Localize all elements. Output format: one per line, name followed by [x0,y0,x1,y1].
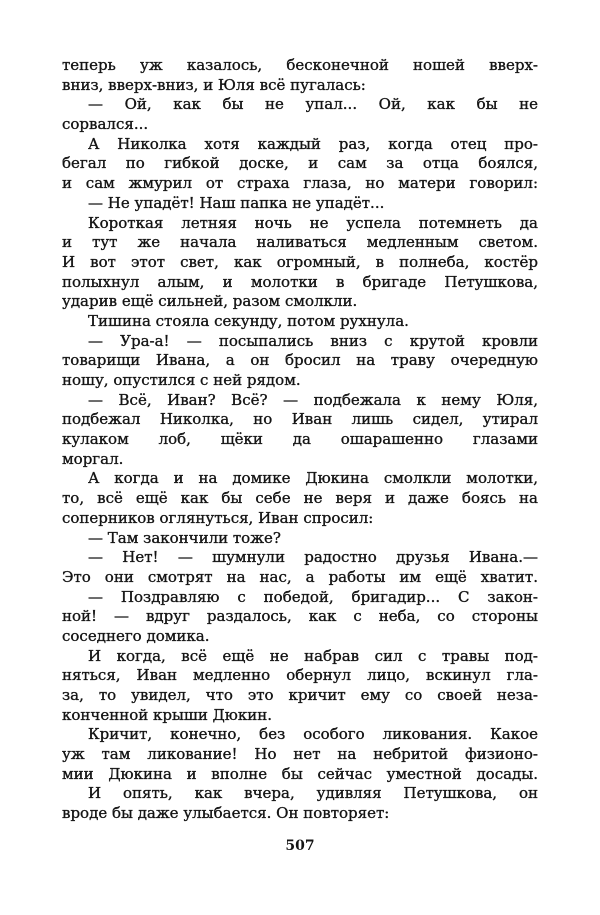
text-line: — Там закончили тоже? [88,528,281,547]
text-line: кулаком лоб, щёки да ошарашенно глазами [62,430,538,449]
text-line: вроде бы даже улыбается. Он повторяет: [62,804,390,823]
text-line: И вот этот свет, как огромный, в полнеба, костёр [62,252,538,271]
text-line: И опять, как вчера, удивляя Петушкова, он [88,784,538,803]
text-line: няться, Иван медленно обернул лицо, вскинул гла- [62,666,538,685]
text-line: то, всё ещё как бы себе не веря и даже боясь на [62,489,538,508]
text-line: уж там ликование! Но нет на небритой физионо- [62,745,538,764]
text-line: за, то увидел, что это кричит ему со своей неза- [62,686,538,704]
text-line: теперь уж казалось, бесконечной ношей вверх- [62,56,538,74]
text-line: А Николка хотя каждый раз, когда отец про- [88,134,538,153]
text-line: полыхнул алым, и молотки в бригаде Петушкова, [62,272,538,291]
text-line: ударив ещё сильней, разом смолкли. [62,292,358,311]
text-line: ношу, опустился с ней рядом. [62,371,301,389]
text-line: — Ура-а! — посыпались вниз с крутой кровли [88,331,538,350]
text-line: конченной крыши Дюкин. [62,705,273,724]
text-line: ной! — вдруг раздалось, как с неба, со стороны [62,607,538,626]
text-line: вниз, вверх-вниз, и Юля всё пугалась: [62,75,366,94]
text-line: Короткая летняя ночь не успела потемнеть да [88,213,538,232]
text-line: мии Дюкина и вполне бы сейчас уместной досады. [62,764,538,783]
text-line: — Нет! — шумнули радостно друзья Ивана.— [88,548,538,567]
text-line: бегал по гибкой доске, и сам за отца боялся, [62,154,538,173]
text-line: Кричит, конечно, без особого ликования. Какое [88,725,538,744]
text-line: — Поздравляю с победой, бригадир... С закон- [88,587,538,606]
text-line: и сам жмурил от страха глаза, но матери говорил: [62,174,538,193]
text-line: — Ой, как бы не упал... Ой, как бы не [88,95,538,114]
text-line: моргал. [62,449,124,468]
text-line: подбежал Николка, но Иван лишь сидел, утирал [62,410,538,429]
text-line: А когда и на домике Дюкина смолкли молотки, [88,469,538,488]
text-line: сорвался... [62,115,149,134]
text-line: Это они смотрят на нас, а работы им ещё хватит. [62,567,538,586]
text-line: — Не упадёт! Наш папка не упадёт... [88,193,385,212]
text-line: товарищи Ивана, а он бросил на траву очередную [62,351,538,370]
text-line: Тишина стояла секунду, потом рухнула. [88,311,409,330]
text-line: соперников оглянуться, Иван спросил: [62,508,374,527]
text-line: — Всё, Иван? Всё? — подбежала к нему Юля, [88,390,538,409]
text-line: и тут же начала наливаться медленным светом. [62,233,538,252]
text-line: соседнего домика. [62,626,210,645]
text-line: И когда, всё ещё не набрав сил с травы под- [88,646,538,665]
page-body-text [62,56,538,824]
page-number: 507 [285,838,315,854]
